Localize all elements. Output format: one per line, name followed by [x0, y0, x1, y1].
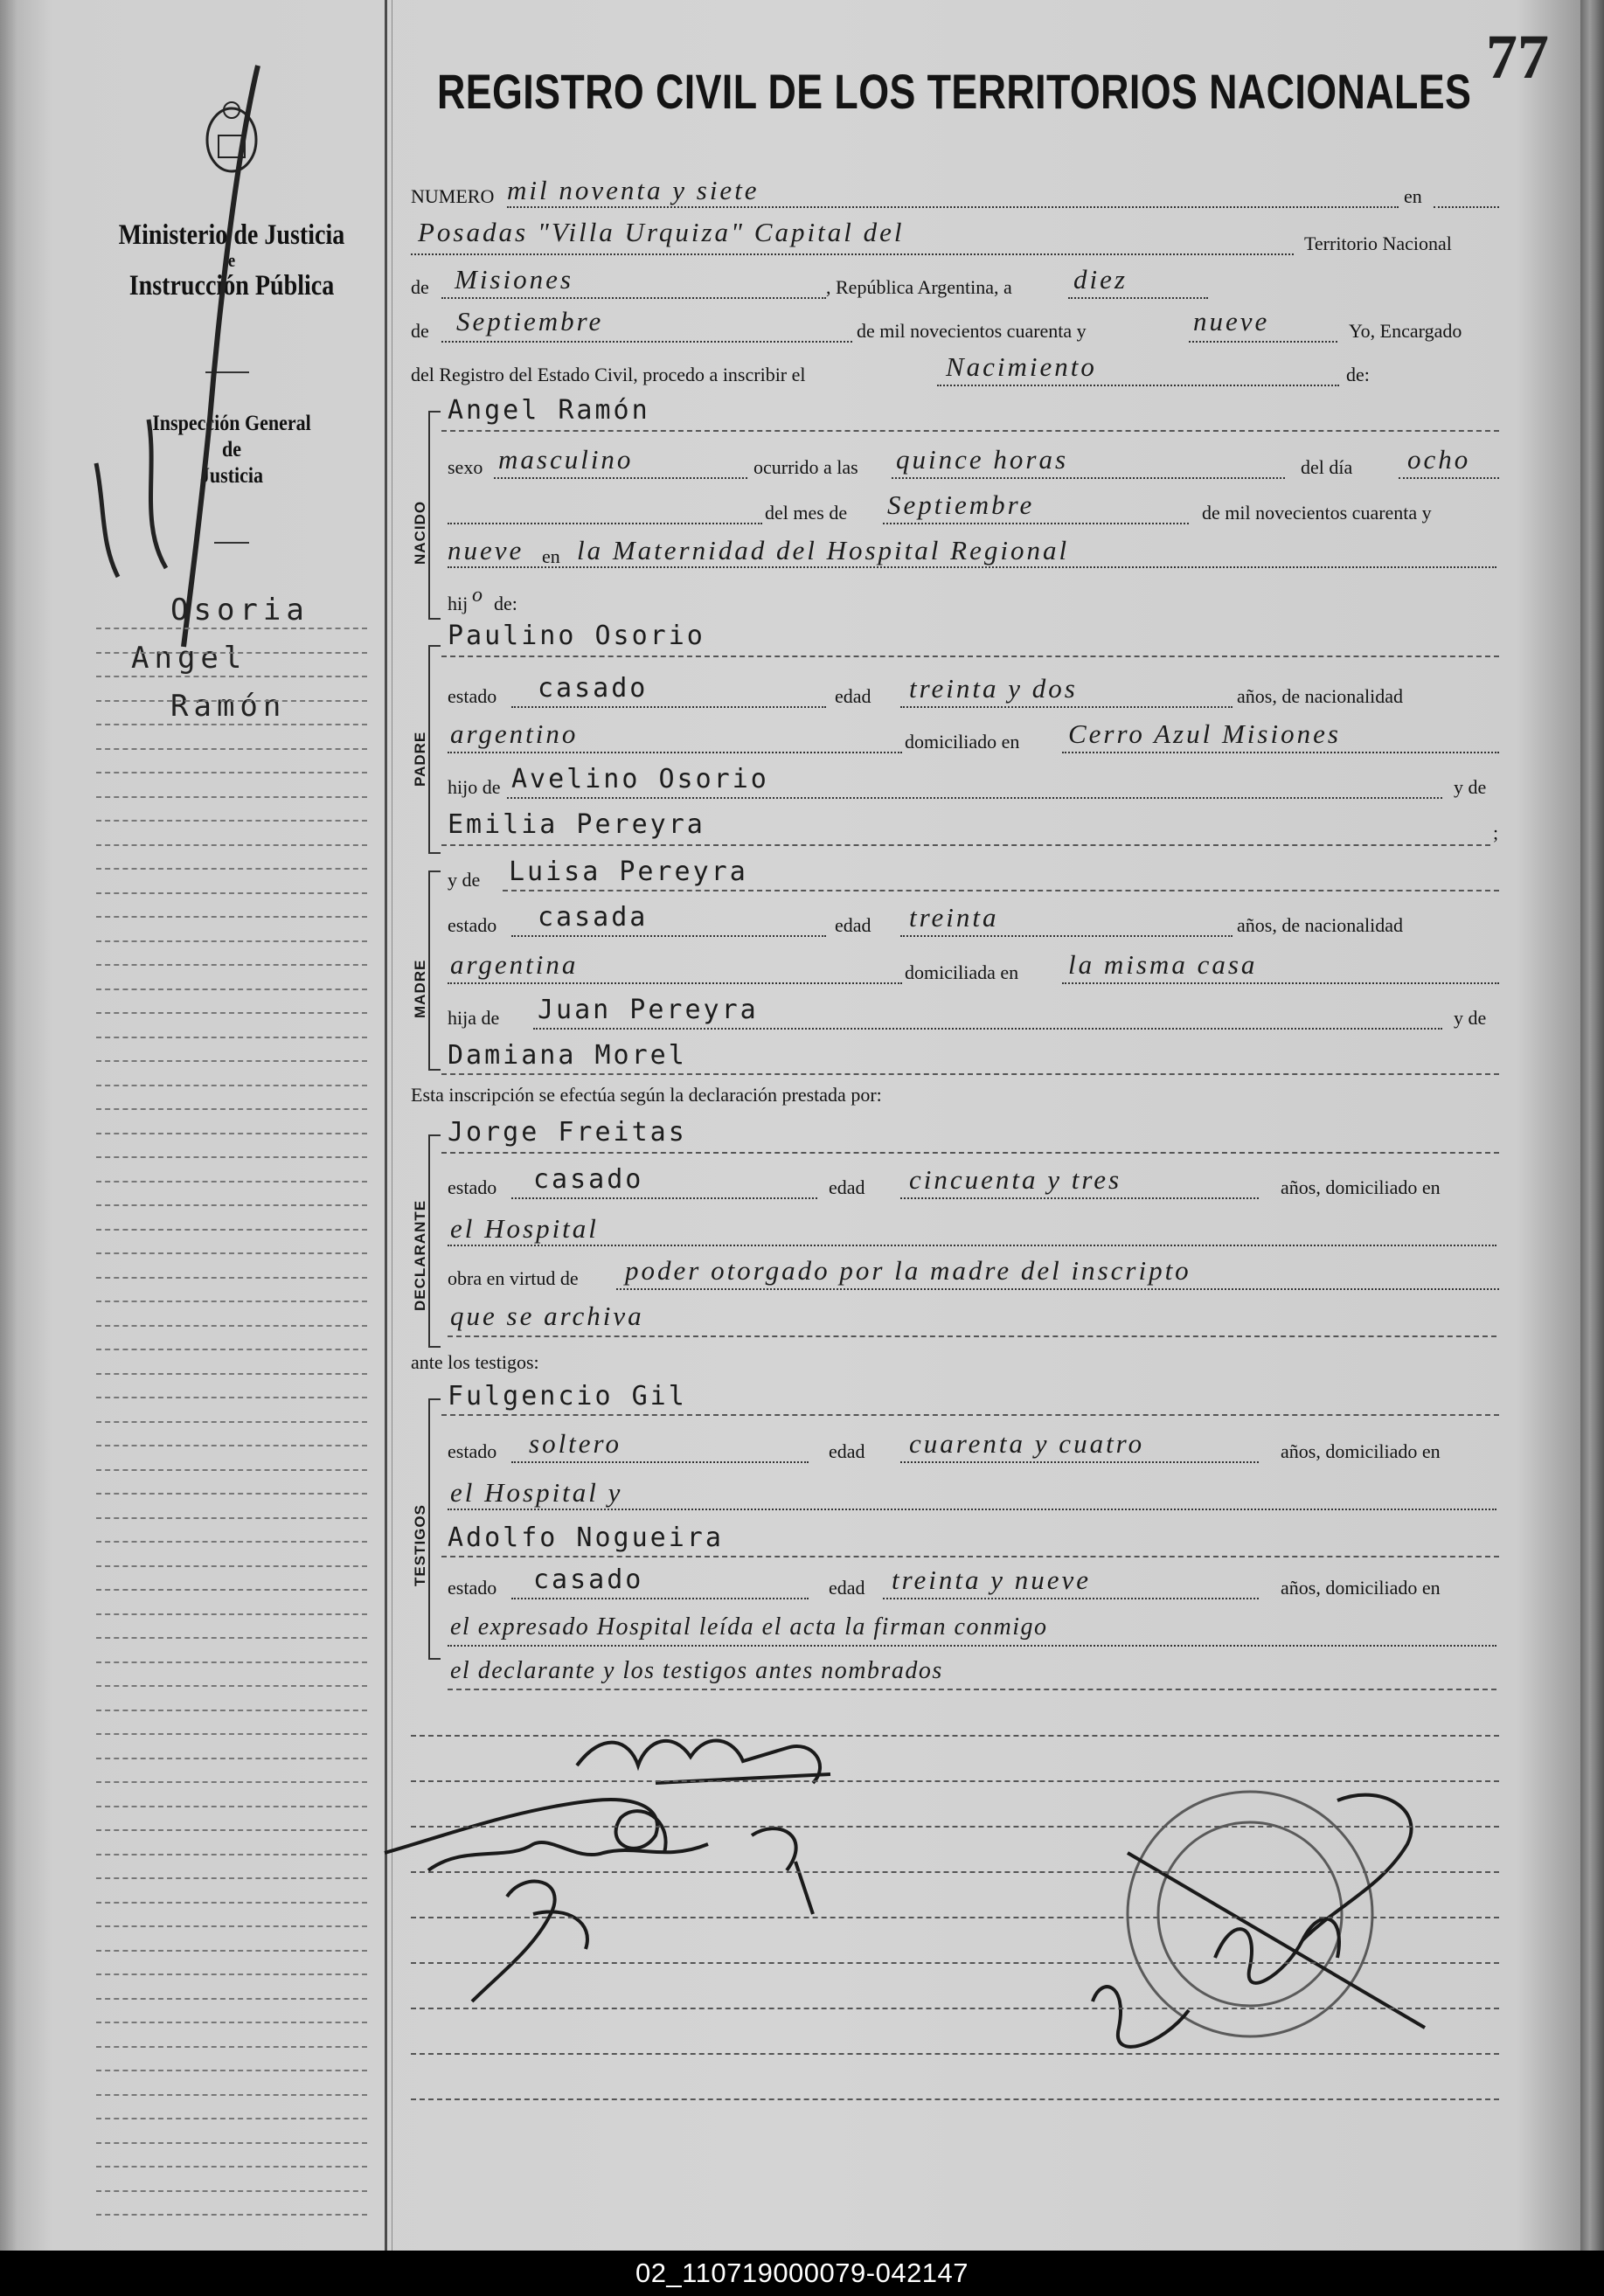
value-sexo: masculino [498, 444, 634, 475]
signature-testigo-1 [385, 1800, 813, 1914]
value-nombre: Angel Ramón [448, 395, 650, 426]
margin-ruled-line [96, 1758, 367, 1759]
section-label-padre: PADRE [412, 731, 428, 787]
dotted-line [900, 706, 1233, 708]
value-madre-nacionalidad: argentina [450, 949, 579, 980]
margin-pen-stroke [70, 52, 280, 664]
ruled-line [441, 1556, 1499, 1557]
ruled-line [411, 1962, 1499, 1964]
margin-ruled-line [96, 820, 367, 822]
signatures-area [376, 1713, 1512, 2115]
value-testigo1-edad: cuarenta y cuatro [909, 1428, 1145, 1459]
label-edad-t2: edad [829, 1577, 865, 1599]
label-y-de-2: y de [1454, 1007, 1487, 1029]
dotted-line [892, 477, 1285, 479]
margin-ruled-line [96, 1877, 367, 1879]
dotted-line [883, 523, 1189, 524]
label-edad-t1: edad [829, 1440, 865, 1462]
dotted-line [937, 385, 1339, 386]
dotted-line [507, 206, 1399, 208]
margin-ruled-line [96, 940, 367, 942]
dotted-line [448, 982, 902, 984]
margin-ruled-line [96, 964, 367, 966]
margin-ruled-line [96, 1517, 367, 1519]
value-testigo2-domicilio: el expresado Hospital leída el acta la firman conmigo [450, 1613, 1048, 1640]
value-madre-edad: treinta [909, 902, 999, 933]
label-hijo-de: de: [494, 593, 517, 614]
margin-ruled-line [96, 1998, 367, 2000]
margin-ruled-line [96, 1301, 367, 1302]
margin-ruled-line [96, 748, 367, 750]
label-testigos: ante los testigos: [411, 1351, 539, 1373]
margin-ruled-line [96, 1133, 367, 1134]
dotted-line [900, 1197, 1259, 1199]
bracket-padre [428, 645, 441, 854]
margin-ruled-line [96, 2070, 367, 2071]
label-de-colon: de: [1346, 364, 1370, 385]
value-padre-estado: casado [538, 673, 649, 704]
value-declarante-domicilio: el Hospital [450, 1213, 599, 1244]
margin-ruled-line [96, 988, 367, 990]
label-anios-nac-m: años, de nacionalidad [1237, 914, 1403, 936]
label-anios-dom: años, domiciliado en [1281, 1176, 1441, 1198]
label-numero: NUMERO [411, 185, 495, 207]
dotted-line [1062, 982, 1499, 984]
value-anio: nueve [1193, 306, 1270, 336]
label-territorio: Territorio Nacional [1304, 232, 1452, 254]
section-label-declarante: DECLARANTE [412, 1199, 428, 1311]
margin-ruled-line [96, 1229, 367, 1231]
dotted-line [448, 1509, 1496, 1510]
margin-ruled-line [96, 916, 367, 918]
label-republica: , República Argentina, a [826, 276, 1012, 298]
value-testigo1-domicilio: el Hospital y [450, 1477, 623, 1508]
dotted-line [883, 1598, 1259, 1599]
margin-ruled-line [96, 2118, 367, 2119]
margin-ruled-line [96, 1397, 367, 1398]
margin-ruled-line [96, 2214, 367, 2216]
ministry-conjunction: e [227, 249, 236, 271]
dotted-line [1189, 341, 1337, 343]
value-padre-padre: Avelino Osorio [511, 764, 769, 794]
value-padre-domicilio: Cerro Azul Misiones [1068, 718, 1341, 749]
ruled-line [411, 1780, 1499, 1782]
inspection-line-2: de [222, 438, 241, 461]
value-mes-nac: Septiembre [887, 489, 1035, 520]
label-semicolon: ; [1493, 822, 1499, 843]
label-obra: obra en virtud de [448, 1267, 579, 1289]
ruled-line [411, 1826, 1499, 1828]
margin-ruled-line [96, 1493, 367, 1495]
dotted-line [448, 566, 1496, 568]
label-hijo-de-p: hijo de [448, 776, 501, 798]
label-registro: del Registro del Estado Civil, procedo a inscribir el [411, 364, 806, 385]
ruled-line [411, 2053, 1499, 2055]
margin-surname: Osoria [170, 593, 309, 628]
bracket-testigos [428, 1398, 441, 1660]
label-sexo: sexo [448, 456, 483, 478]
dotted-line [900, 935, 1233, 937]
dotted-line [494, 477, 747, 479]
value-hora: quince horas [896, 444, 1069, 475]
ruled-line [411, 1917, 1499, 1918]
dotted-line [1062, 752, 1499, 753]
value-declarante-edad: cincuenta y tres [909, 1164, 1122, 1195]
value-madre-madre: Damiana Morel [448, 1040, 687, 1071]
margin-ruled-line [96, 1637, 367, 1639]
signature-declarante [577, 1740, 830, 1783]
dotted-line [411, 253, 1294, 255]
dotted-line [441, 341, 852, 343]
margin-ruled-line [96, 1421, 367, 1423]
margin-ruled-line [96, 868, 367, 870]
section-label-madre: MADRE [412, 959, 428, 1018]
margin-ruled-line [96, 1733, 367, 1735]
margin-ruled-line [96, 1252, 367, 1254]
margin-ruled-line [96, 1325, 367, 1327]
ruled-line [441, 430, 1499, 432]
value-declarante-nombre: Jorge Freitas [448, 1117, 687, 1148]
margin-ruled-line [96, 1685, 367, 1687]
page-edge [1580, 0, 1604, 2251]
value-madre-domicilio: la misma casa [1068, 949, 1258, 980]
ruled-line [448, 1335, 1496, 1337]
dotted-line [441, 297, 826, 299]
value-testigo2-edad: treinta y nueve [892, 1564, 1092, 1595]
label-del-dia: del día [1301, 456, 1353, 478]
value-lugar-nac: la Maternidad del Hospital Regional [577, 535, 1070, 565]
ruled-line [441, 1152, 1499, 1154]
label-estado-t2: estado [448, 1577, 497, 1599]
section-label-testigos: TESTIGOS [412, 1504, 428, 1586]
value-madre-nombre: Luisa Pereyra [509, 857, 748, 887]
margin-ruled-line [96, 1085, 367, 1086]
dotted-line [507, 797, 1442, 799]
margin-ruled-line [96, 1950, 367, 1952]
label-en-lugar: en [542, 545, 560, 567]
margin-ruled-line [96, 1012, 367, 1014]
margin-ruled-line [96, 2190, 367, 2192]
bracket-declarante [428, 1134, 441, 1348]
label-domiciliado: domiciliado en [905, 731, 1020, 753]
label-estado: estado [448, 685, 497, 707]
value-mes: Septiembre [456, 306, 604, 336]
dotted-line [511, 1197, 817, 1199]
dotted-line [900, 1461, 1259, 1463]
dotted-line [511, 1461, 809, 1463]
label-hijo: hij [448, 593, 469, 614]
value-padre-nacionalidad: argentino [450, 718, 579, 749]
label-estado-m: estado [448, 914, 497, 936]
value-declarante-virtud-2: que se archiva [450, 1301, 644, 1331]
value-declarante-estado: casado [533, 1164, 644, 1195]
dotted-line [448, 752, 902, 753]
dotted-line [511, 1598, 809, 1599]
margin-ruled-line [96, 676, 367, 677]
value-acto: Nacimiento [946, 351, 1097, 382]
value-madre-padre: Juan Pereyra [538, 995, 759, 1025]
label-en: en [1404, 185, 1422, 207]
label-inscripcion: Esta inscripción se efectúa según la declaración prestada por: [411, 1084, 882, 1106]
bracket-madre [428, 871, 441, 1071]
margin-ruled-line [96, 1661, 367, 1663]
margin-ruled-line [96, 1973, 367, 1975]
margin-ruled-line [96, 1373, 367, 1375]
margin-ruled-line [96, 844, 367, 846]
label-edad: edad [835, 685, 871, 707]
bracket-nacido [428, 411, 441, 620]
page-title: REGISTRO CIVIL DE LOS TERRITORIOS NACIONALES [437, 64, 1472, 119]
label-estado-d: estado [448, 1176, 497, 1198]
label-anios-nac: años, de nacionalidad [1237, 685, 1403, 707]
value-numero: mil noventa y siete [507, 175, 760, 205]
value-anio-nac: nueve [448, 535, 524, 565]
value-padre-edad: treinta y dos [909, 673, 1078, 704]
margin-ruled-line [96, 1445, 367, 1446]
label-de-mil-2: de mil novecientos cuarenta y [1202, 502, 1432, 524]
label-estado-t1: estado [448, 1440, 497, 1462]
signature-testigo-2 [472, 1882, 587, 2001]
label-y-de: y de [1454, 776, 1487, 798]
margin-ruled-line [96, 628, 367, 629]
margin-ruled-line [96, 724, 367, 725]
dotted-line [511, 706, 826, 708]
margin-ruled-line [96, 1469, 367, 1471]
margin-ruled-line [96, 772, 367, 773]
label-ocurrido: ocurrido a las [753, 456, 858, 478]
margin-ruled-line [96, 652, 367, 654]
margin-ruled-line [96, 2046, 367, 2048]
ruled-line [441, 844, 1490, 846]
ministry-line-2: Instrucción Pública [128, 270, 335, 302]
value-testigo2-domicilio-2: el declarante y los testigos antes nombrados [450, 1657, 943, 1684]
margin-ruled-line [96, 1613, 367, 1615]
label-del-mes: del mes de [765, 502, 848, 524]
value-testigo2-estado: casado [533, 1564, 644, 1595]
inspection-line-3: Justicia [199, 464, 264, 488]
value-declarante-virtud: poder otorgado por la madre del inscripto [625, 1255, 1191, 1286]
dotted-line [1399, 477, 1499, 479]
margin-ruled-line [96, 1854, 367, 1856]
margin-ruled-line [96, 2022, 367, 2023]
margin-ruled-line [96, 1037, 367, 1038]
margin-ruled-line [96, 1156, 367, 1158]
value-testigo1-estado: soltero [529, 1428, 621, 1459]
dotted-line [448, 523, 762, 524]
folio-number: 77 [1486, 22, 1549, 92]
ruled-line [441, 1414, 1499, 1416]
margin-ruled-line [96, 1710, 367, 1711]
margin-ruled-line [96, 892, 367, 894]
margin-ruled-line [96, 796, 367, 798]
margin-ruled-line [96, 2094, 367, 2096]
dotted-line [616, 1288, 1499, 1290]
dotted-line [448, 1645, 1496, 1647]
value-testigo1-nombre: Fulgencio Gil [448, 1381, 687, 1412]
margin-ruled-line [96, 700, 367, 702]
label-edad-d: edad [829, 1176, 865, 1198]
ministry-line-1: Ministerio de Justicia [118, 219, 345, 251]
ruled-line [448, 1689, 1496, 1690]
margin-ruled-line [96, 1806, 367, 1807]
margin-given-name-2: Ramón [170, 689, 287, 724]
margin-ruled-line [96, 1204, 367, 1206]
ruled-line [441, 1073, 1499, 1075]
value-madre-estado: casada [538, 902, 649, 933]
margin-ruled-line [96, 1060, 367, 1062]
label-anios-dom-t1: años, domiciliado en [1281, 1440, 1441, 1462]
inspection-line-1: Inspección General [152, 412, 311, 435]
value-testigo2-nombre: Adolfo Nogueira [448, 1523, 724, 1553]
ruled-line [411, 1871, 1499, 1873]
section-label-nacido: NACIDO [412, 500, 428, 565]
dotted-line [533, 1028, 1442, 1030]
label-de: de [411, 276, 429, 298]
margin-ruled-line [96, 1349, 367, 1350]
ruled-line [503, 890, 1499, 891]
margin-ruled-line [96, 2142, 367, 2144]
value-padre-madre: Emilia Pereyra [448, 809, 705, 840]
dotted-line [1434, 206, 1499, 208]
image-id-footer: 02_110719000079-042147 [0, 2251, 1604, 2296]
margin-ruled-line [96, 1925, 367, 1927]
margin-ruled-line [96, 1781, 367, 1783]
margin-ruled-line [96, 1181, 367, 1183]
label-y-de-m: y de [448, 869, 481, 891]
dotted-line [1068, 297, 1208, 299]
dotted-line [448, 1245, 1496, 1246]
value-padre-nombre: Paulino Osorio [448, 621, 705, 651]
value-dia-nac: ocho [1407, 444, 1471, 475]
margin-ruled-line [96, 1277, 367, 1279]
ruled-line [411, 2008, 1499, 2009]
label-edad-m: edad [835, 914, 871, 936]
value-dia: diez [1073, 264, 1128, 295]
margin-given-name: Angel [131, 641, 247, 676]
margin-ruled-line [96, 1565, 367, 1567]
value-hijo-suffix: o [472, 584, 485, 607]
value-territorio: Misiones [455, 264, 573, 295]
label-de-mil: de mil novecientos cuarenta y [857, 320, 1087, 342]
margin-ruled-line [96, 2166, 367, 2168]
margin-ruled-line [96, 1902, 367, 1904]
ruled-line [411, 2098, 1499, 2100]
ruled-line [411, 1735, 1499, 1737]
margin-ruled-line [96, 1589, 367, 1591]
label-de-2: de [411, 320, 429, 342]
margin-ruled-line [96, 1541, 367, 1543]
label-domiciliada: domiciliada en [905, 961, 1019, 983]
ruled-line [441, 656, 1499, 657]
value-lugar: Posadas "Villa Urquiza" Capital del [418, 217, 905, 247]
label-anios-dom-t2: años, domiciliado en [1281, 1577, 1441, 1599]
margin-ruled-line [96, 1108, 367, 1110]
label-hija-de: hija de [448, 1007, 500, 1029]
margin-ruled-line [96, 1829, 367, 1831]
dotted-line [511, 935, 826, 937]
label-yo: Yo, Encargado [1349, 320, 1462, 342]
